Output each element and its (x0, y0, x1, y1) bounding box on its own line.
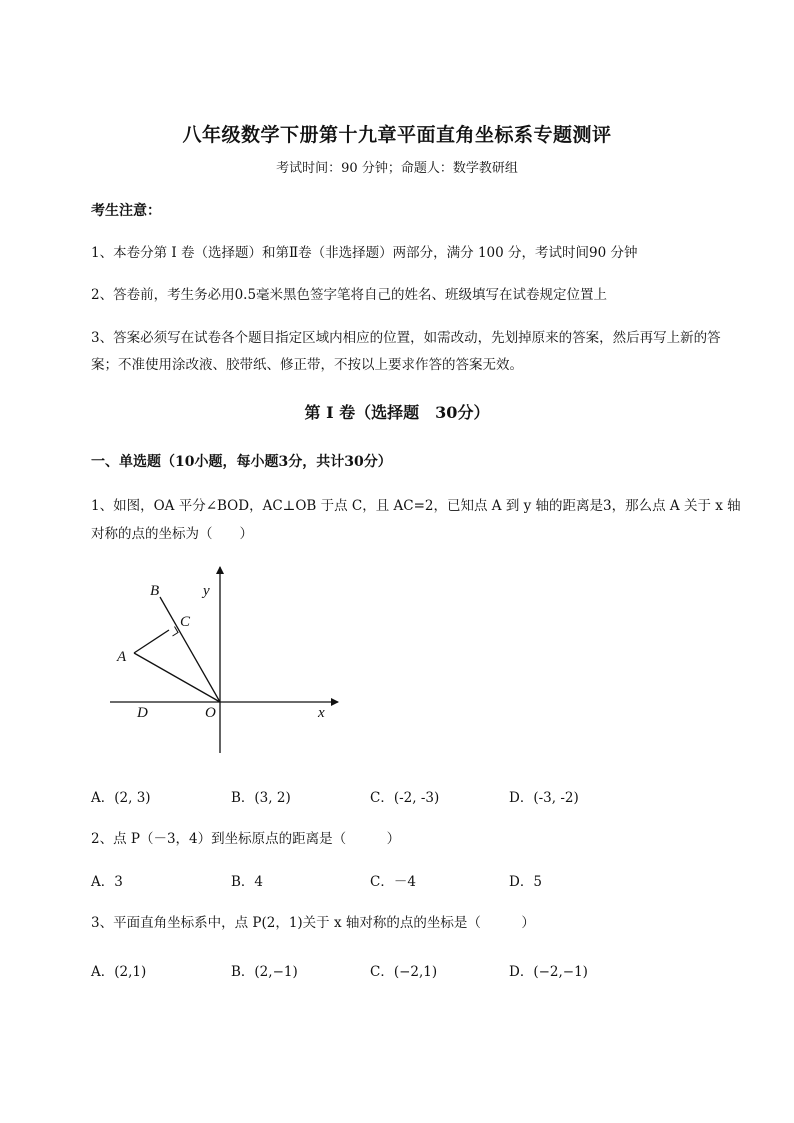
notice-item: 1、本卷分第 I 卷（选择题）和第Ⅱ卷（非选择题）两部分，满分 100 分，考试时间90 分钟 (91, 245, 638, 261)
page-title: 八年级数学下册第十九章平面直角坐标系专题测评 (182, 124, 612, 146)
notice-item: 2、答卷前，考生务必用0.5毫米黑色签字笔将自己的姓名、班级填写在试卷规定位置上 (91, 287, 608, 303)
section-title: 第 I 卷（选择题 30分） (304, 403, 490, 422)
q1-option-b: B．(3, 2) (231, 790, 291, 806)
label-o: O (205, 705, 216, 721)
q3-option-b: B．(2,−1) (231, 964, 298, 980)
exam-info: 考试时间：90 分钟；命题人：数学教研组 (276, 161, 518, 176)
q2-option-a: A．3 (91, 874, 123, 890)
label-c: C (180, 614, 191, 630)
segment-oa (134, 653, 220, 702)
question-3-stem: 3、平面直角坐标系中，点 P(2，1)关于 x 轴对称的点的坐标是（ ） (91, 915, 535, 931)
q1-option-c: C．(-2, -3) (370, 790, 440, 806)
notice-item: 3、答案必须写在试卷各个题目指定区域内相应的位置，如需改动，先划掉原来的答案，然后再写上新的答案；不准使用涂改液、胶带纸、修正带，不按以上要求作答的答案无效。 (91, 330, 721, 373)
q3-option-d: D．(−2,−1) (509, 964, 588, 980)
q3-option-c: C．(−2,1) (370, 964, 438, 980)
q2-option-c: C．－4 (370, 874, 416, 890)
question-1-stem: 1、如图，OA 平分∠BOD，AC⊥OB 于点 C，且 AC=2，已知点 A 到 y 轴的距离是3，那么点 A 关于 x 轴对称的点的坐标为（ ） (91, 498, 741, 542)
label-x: x (318, 705, 325, 721)
q1-option-d: D．(-3, -2) (509, 790, 579, 806)
ray-ob (160, 597, 220, 702)
label-y: y (203, 583, 210, 599)
label-d: D (137, 705, 148, 721)
q3-option-a: A．(2,1) (91, 964, 147, 980)
question-2-stem: 2、点 P（－3，4）到坐标原点的距离是（ ） (91, 831, 401, 847)
notice-heading: 考生注意： (91, 203, 161, 219)
q2-option-b: B．4 (231, 874, 264, 890)
q2-option-d: D．5 (509, 874, 542, 890)
q1-option-a: A．(2, 3) (91, 790, 151, 806)
geometry-figure (110, 565, 350, 765)
label-a: A (117, 649, 127, 665)
label-b: B (150, 583, 160, 599)
part-title: 一、单选题（10小题，每小题3分，共计30分） (91, 454, 392, 470)
segment-ac (134, 630, 169, 653)
